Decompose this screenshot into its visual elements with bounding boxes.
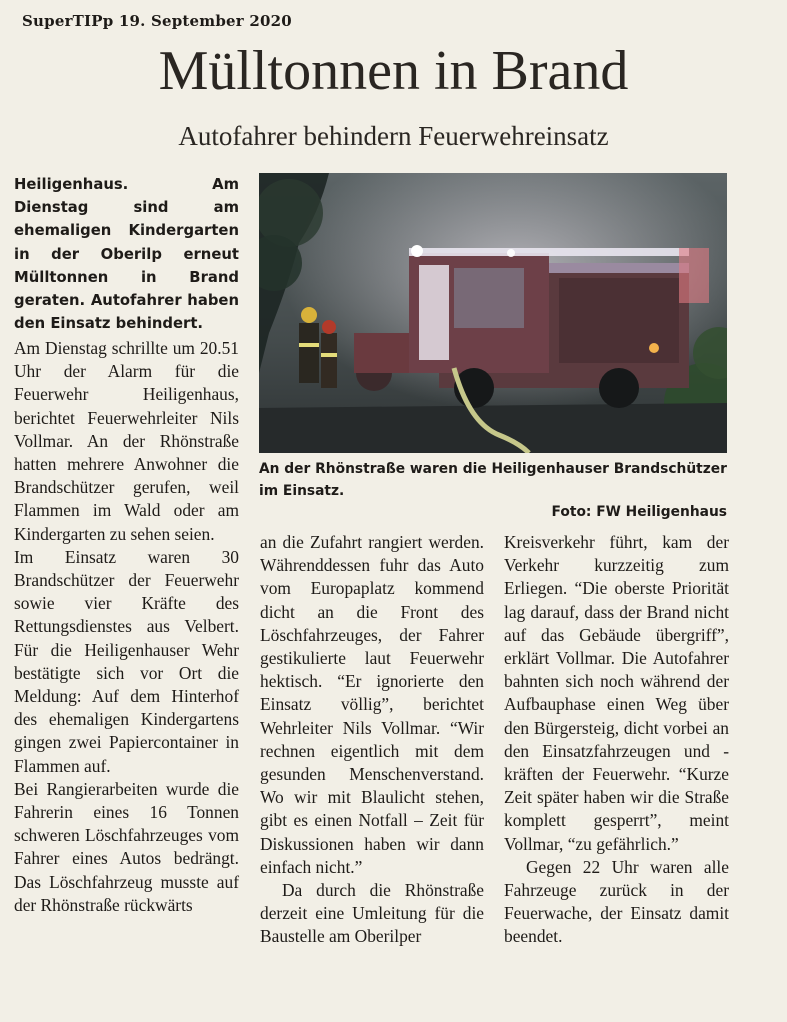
article-paragraph: Kreisverkehr führt, kam der Verkehr kurzzeitig zum Erliegen. “Die oberste Priorität lag darauf, dass der Brand nicht auf das Gebäude übergriff”, erklärt Vollmar. Die Autofahrer bahnten sich noch während der Aufbauphase einen Weg über den Bürgersteig, dicht vorbei an den Einsatzfahrzeugen und -kräften der Feuerwehr. “Kurze Zeit später haben wir die Straße komplett gesperrt”, meint Vollmar, “zu gefährlich.” — [504, 532, 729, 854]
article-paragraph: an die Zufahrt rangiert werden. Währenddessen fuhr das Auto vom Europaplatz kommend dicht an die Front des Löschfahrzeuges, der Fahrer gestikulierte laut Feuerwehr hektisch. “Er ignorierte den Einsatz völlig”, berichtet Wehrleiter Nils Vollmar. “Wir rechnen eigentlich mit dem gesunden Menschenverstand. Wo wir mit Blaulicht stehen, gibt es einen Notfall – Zeit für Diskussionen haben wir dann einfach nicht.” — [260, 532, 484, 877]
photo-caption — [259, 459, 727, 524]
article-paragraph: Gegen 22 Uhr waren alle Fahrzeuge zurück in der Feuerwache, der Einsatz damit beendet. — [504, 856, 729, 947]
headline: Mülltonnen in Brand — [158, 40, 629, 102]
article-column-1-top — [14, 337, 239, 917]
article-column-2 — [260, 531, 484, 949]
caption-text: An der Rhönstraße waren die Heiligenhauser Brandschützer im Einsatz. — [259, 461, 727, 499]
article-paragraph: Im Einsatz waren 30 Brandschützer der Feuerwehr sowie vier Kräfte des Rettungsdienstes aus Velbert. Für die Heiligenhauser Wehr bestätigte sich vor Ort die Meldung: Auf dem Hinterhof des ehemaligen Kindergartens gingen zwei Papiercontainer in Flammen auf. — [14, 546, 239, 776]
article-paragraph: Am Dienstag schrillte um 20.51 Uhr der Alarm für die Feuerwehr Heiligenhaus, berichtet Feuerwehrleiter Nils Vollmar. An der Rhönstraße hatten mehrere Anwohner die Brandschützer gerufen, weil Flammen im Wald oder am Kindergarten zu sehen seien. — [14, 338, 239, 544]
masthead: SuperTIPp 19. September 2020 — [22, 12, 292, 30]
article-paragraph: Da durch die Rhönstraße derzeit eine Umleitung für die Baustelle am Oberilper — [260, 880, 484, 947]
subheadline: Autofahrer behindern Feuerwehreinsatz — [178, 121, 609, 151]
lead-paragraph: Heiligenhaus. Am Dienstag sind am ehemaligen Kindergarten in der Oberilp erneut Mülltonnen in Brand geraten. Autofahrer haben den Einsatz behindert. — [14, 176, 239, 333]
article-paragraph: Bei Rangierarbeiten wurde die Fahrerin eines 16 Tonnen schweren Löschfahrzeuges vom Fahrer eines Autos bedrängt. Das Löschfahrzeug musste auf der Rhönstraße rückwärts — [14, 778, 239, 915]
photo-credit: Foto: FW Heiligenhaus — [551, 504, 727, 520]
fire-truck-illustration — [259, 173, 727, 453]
article-column-3 — [504, 531, 729, 949]
fire-truck-photo — [259, 173, 727, 453]
